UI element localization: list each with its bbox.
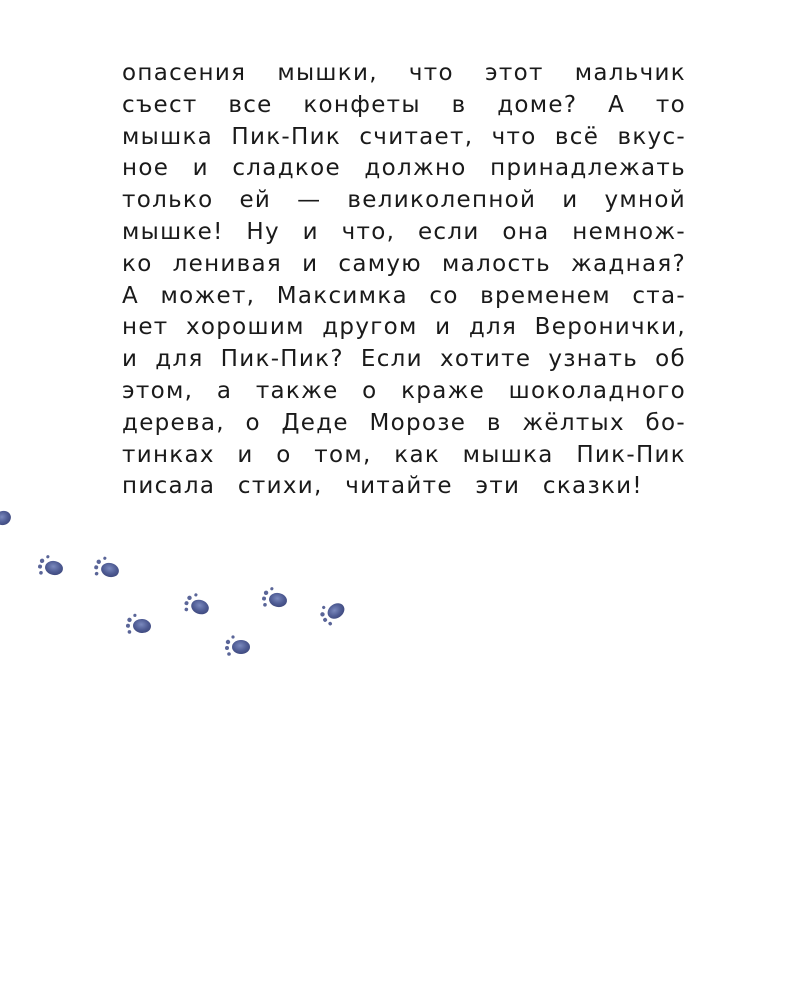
text-line: этом, а также о краже шоколадного — [122, 377, 686, 404]
text-line: съест все конфеты в доме? А то — [122, 91, 686, 118]
text-line: и для Пик-Пик? Если хотите узнать об — [122, 346, 686, 373]
paw-print-icon — [92, 555, 121, 581]
paw-print-icon — [316, 596, 348, 627]
text-line: нет хорошим другом и для Веронички, — [122, 314, 686, 341]
paw-print-icon — [261, 586, 289, 610]
text-line: мышка Пик-Пик считает, что всё вкус- — [122, 123, 686, 150]
text-line: ко ленивая и самую малость жадная? — [122, 250, 686, 277]
body-text — [122, 58, 686, 503]
paw-print-icon — [37, 554, 65, 578]
paw-print-icon — [225, 635, 250, 655]
text-line-last: писала стихи, читайте эти сказки! — [122, 473, 643, 500]
text-line: только ей — великолепной и умной — [122, 187, 686, 214]
text-line: опасения мышки, что этот мальчик — [122, 60, 686, 86]
text-line: ное и сладкое должно принадлежать — [122, 155, 686, 182]
text-line: тинках и о том, как мышка Пик-Пик — [122, 441, 686, 468]
paw-print-icon — [0, 504, 14, 531]
paw-print-icon — [182, 591, 212, 619]
text-line: мышке! Ну и что, если она немнож- — [122, 218, 686, 245]
text-line: дерева, о Деде Морозе в жёлтых бо- — [122, 409, 686, 436]
paw-print-icon — [125, 613, 152, 636]
text-line: А может, Максимка со временем ста- — [122, 282, 686, 309]
